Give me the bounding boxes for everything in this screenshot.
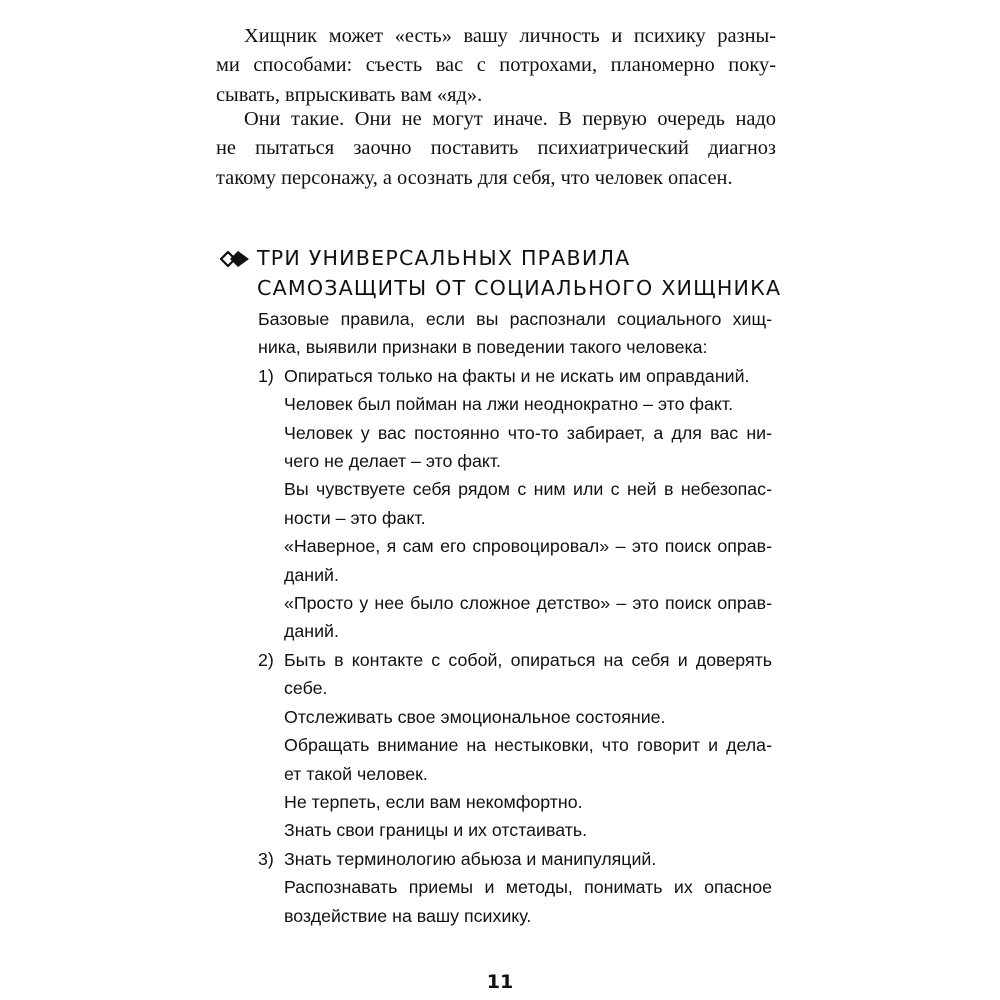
rule-title: Знать терминологию абьюза и манипуляций. [284,848,657,869]
rule-line: Распознавать приемы и методы, понимать их опасное [284,877,772,898]
rule-line: Человек у вас постоянно что-то забирает, а для вас ни- [284,422,772,443]
text-line: ми способами: съесть вас с потрохами, планомерно поку- [216,54,776,77]
rules-body [258,305,772,930]
diamond-eye-icon [220,250,250,268]
rule-line: «Наверное, я сам его спровоцировал» – это поиск оправ- [284,536,772,557]
rule-line: ет такой человек. [284,763,428,784]
rule-line: Обращать внимание на нестыковки, что говорит и дела- [284,735,772,756]
rule-line: Знать свои границы и их отстаивать. [284,820,588,841]
heading-line: САМОЗАЩИТЫ ОТ СОЦИАЛЬНОГО ХИЩНИКА [257,275,782,300]
rule-line: себе. [284,678,328,699]
rule-title: Опираться только на факты и не искать им оправданий. [284,365,750,386]
rule-2-title-row [258,646,772,674]
rule-number: 3) [258,848,274,869]
rule-line: Вы чувствуете себя рядом с ним или с ней в небезопас- [284,479,772,500]
rule-3-title-row [258,845,772,873]
text-line: не пытаться заочно поставить психиатрический диагноз [216,137,776,160]
page-number: 11 [486,971,514,993]
rule-line: ности – это факт. [284,507,426,528]
lead-line: ника, выявили признаки в поведении такого человека: [258,337,708,358]
rule-number: 1) [258,365,274,386]
rule-line: даний. [284,564,339,585]
intro-paragraph-2 [216,105,776,193]
heading-line: ТРИ УНИВЕРСАЛЬНЫХ ПРАВИЛА [257,246,631,270]
lead-line: Базовые правила, если вы распознали социального хищ- [258,309,772,329]
rule-title: Быть в контакте с собой, опираться на себя и доверять [284,649,772,670]
rule-line: чего не делает – это факт. [284,451,501,472]
text-line: такому персонажу, а осознать для себя, что человек опасен. [216,166,733,189]
text-line: сывать, впрыскивать вам «яд». [216,83,483,106]
section-heading [220,244,780,303]
intro-paragraph-1 [216,22,776,110]
rule-line: Отслеживать свое эмоциональное состояние. [284,706,666,727]
rule-line: даний. [284,621,339,642]
rule-line: «Просто у нее было сложное детство» – это поиск оправ- [284,593,772,614]
rule-line: Человек был пойман на лжи неоднократно – это факт. [284,394,734,415]
text-line: Они такие. Они не могут иначе. В первую очередь надо [244,108,776,130]
rule-line: Не терпеть, если вам некомфортно. [284,791,583,812]
rule-number: 2) [258,649,274,670]
rule-line: воздействие на вашу психику. [284,905,532,926]
text-line: Хищник может «есть» вашу личность и психику разны- [244,25,776,47]
rule-1-title-row [258,362,772,390]
